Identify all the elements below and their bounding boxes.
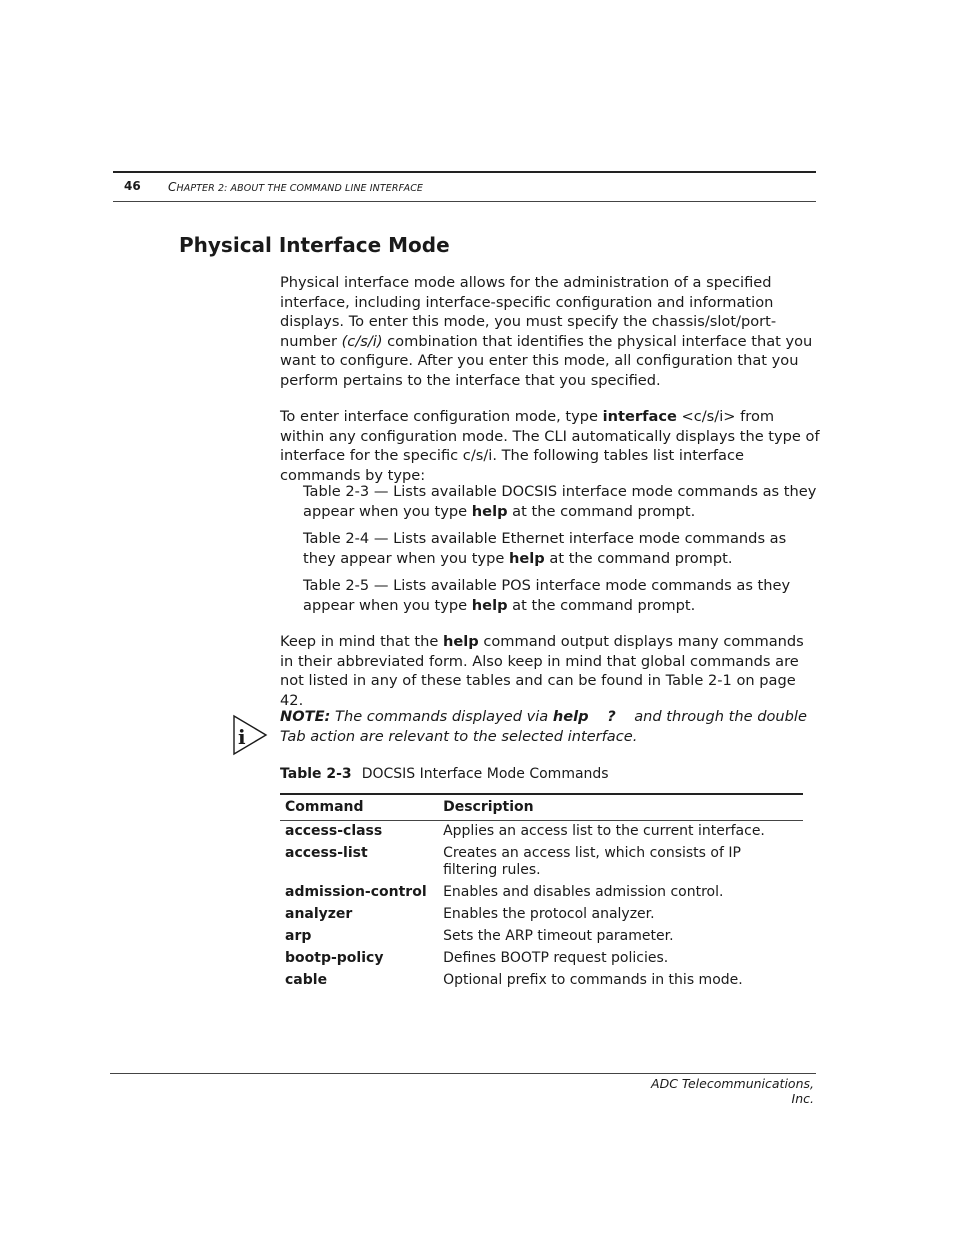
table-header-row (280, 794, 803, 821)
intro-paragraph: Physical interface mode allows for the administration of a specified interface, including interface-specific configuration and information displays. To enter this mode, you must specify the chassis/slot/port-number (c/s/i) combination that identifies the physical interface that you want to configure. After you enter this mode, all configuration that you perform pertains to the interface that you specified. (280, 274, 813, 389)
table-row: access-list Creates an access list, which consists of IP filtering rules. (285, 845, 741, 878)
list-item: Table 2-5 — Lists available POS interface mode commands as they appear when you type help at the command prompt. (303, 577, 791, 614)
commands-table (280, 793, 803, 994)
table-row: bootp-policy Defines BOOTP request policies. (285, 950, 669, 966)
help-paragraph: Keep in mind that the help command output displays many commands in their abbreviated form. Also keep in mind that global commands are not listed in any of these tables and can be found in Table 2-1 on page 42. (280, 633, 804, 709)
table-row: arp Sets the ARP timeout parameter. (285, 928, 674, 944)
table-row: analyzer Enables the protocol analyzer. (285, 906, 655, 922)
table-row: admission-control Enables and disables admission control. (285, 884, 724, 900)
footer-company: ADC Telecommunications, Inc. (651, 1076, 814, 1106)
chapter-title: CHAPTER 2: ABOUT THE COMMAND LINE INTERFACE (168, 180, 424, 194)
column-header: Command (280, 794, 438, 821)
svg-text:i: i (238, 725, 246, 749)
info-icon (230, 714, 270, 756)
table-row: access-class Applies an access list to the current interface. (285, 823, 765, 839)
list-item: Table 2-3 — Lists available DOCSIS interface mode commands as they appear when you type help at the command prompt. (303, 483, 817, 520)
table-caption: Table 2-3 DOCSIS Interface Mode Commands (280, 766, 609, 782)
page-number: 46 (124, 179, 141, 193)
list-item: Table 2-4 — Lists available Ethernet interface mode commands as they appear when you type help at the command prompt. (303, 530, 787, 567)
enter-mode-paragraph: To enter interface configuration mode, type interface <c/s/i> from within any configuration mode. The CLI automatically displays the type of interface for the specific c/s/i. The following tables list interface commands by type: (280, 408, 820, 484)
note-text: NOTE: The commands displayed via help ? and through the double Tab action are relevant to the selected interface. (280, 708, 812, 745)
section-title: Physical Interface Mode (179, 233, 450, 257)
footer-rule (110, 1073, 816, 1074)
header-rule (113, 171, 816, 173)
column-header: Description (438, 794, 803, 821)
table-row: cable Optional prefix to commands in this mode. (285, 972, 743, 988)
header-subrule (113, 201, 816, 202)
